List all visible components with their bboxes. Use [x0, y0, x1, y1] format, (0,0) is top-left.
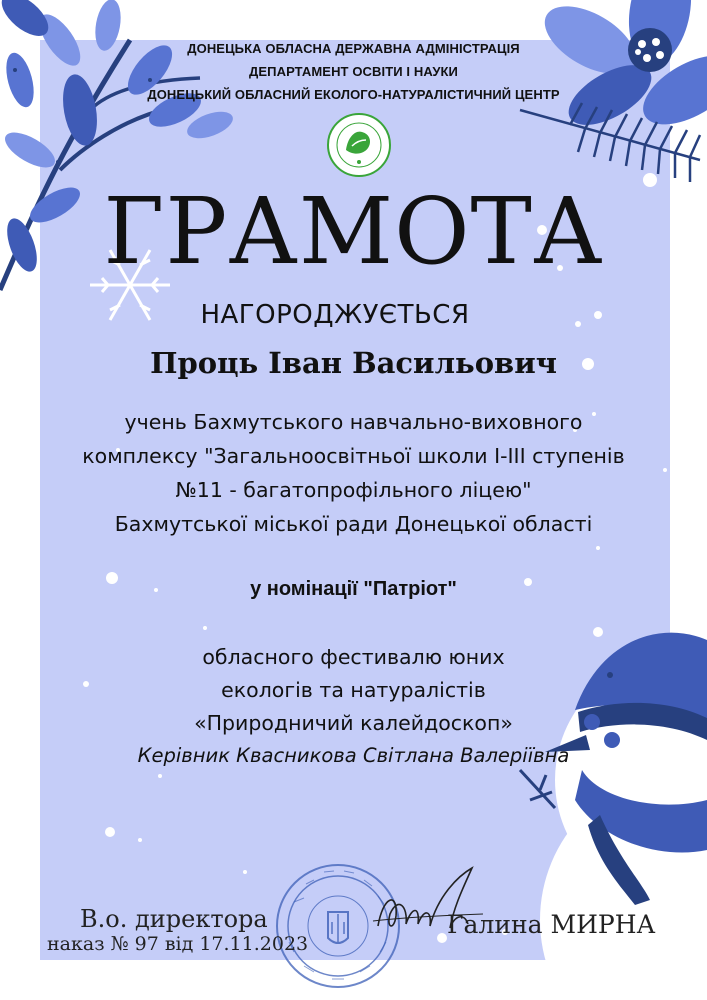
festival-line-2: екологів та натуралістів — [221, 678, 486, 702]
header-line-1: ДОНЕЦЬКА ОБЛАСНА ДЕРЖАВНА АДМІНІСТРАЦІЯ — [187, 41, 520, 56]
recipient-name: Проць Іван Васильович — [150, 346, 557, 380]
header-line-2: ДЕПАРТАМЕНТ ОСВІТИ І НАУКИ — [249, 64, 458, 79]
description-line-2: комплексу "Загальноосвітньої школи І-ІІІ ступенів — [82, 444, 625, 468]
festival-line-1: обласного фестивалю юних — [202, 645, 505, 669]
supervisor: Керівник Квасникова Світлана Валеріївна — [137, 744, 570, 767]
description-line-4: Бахмутської міської ради Донецької області — [114, 512, 593, 536]
certificate-title: ГРАМОТА — [103, 178, 604, 285]
eco-center-logo-icon — [326, 112, 392, 178]
festival-line-3: «Природничий калейдоскоп» — [194, 711, 513, 735]
signature-order: наказ № 97 від 17.11.2023 — [47, 933, 309, 955]
description-line-1: учень Бахмутського навчально-виховного — [124, 410, 583, 434]
signature-name: Галина МИРНА — [447, 910, 656, 939]
header-line-3: ДОНЕЦЬКИЙ ОБЛАСНИЙ ЕКОЛОГО-НАТУРАЛІСТИЧНИЙ ЦЕНТР — [147, 87, 560, 102]
nomination: у номінації "Патріот" — [250, 578, 457, 600]
certificate-subtitle: НАГОРОДЖУЄТЬСЯ — [200, 300, 470, 330]
description-line-3: №11 - багатопрофільного ліцею" — [175, 478, 532, 502]
signature-role: В.о. директора — [80, 905, 268, 933]
